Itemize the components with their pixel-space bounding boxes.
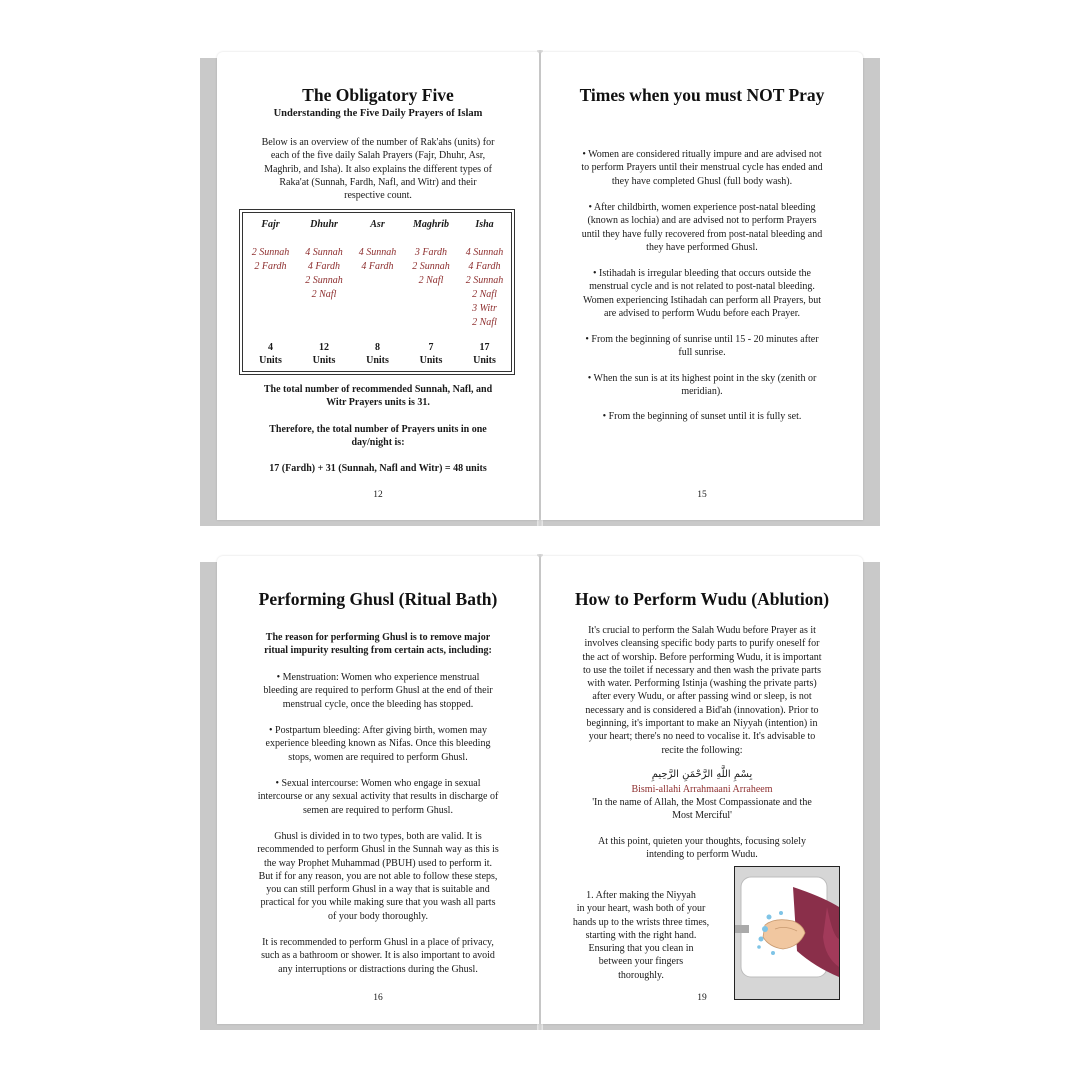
paragraph [541, 148, 863, 188]
rakah-item: 2 Sunnah [465, 275, 504, 286]
rakah-item: 2 Sunnah [305, 275, 343, 286]
unit-total [244, 341, 297, 367]
column-header: Dhuhr [310, 219, 338, 230]
page-title: How to Perform Wudu (Ablution) [574, 589, 830, 609]
rakah-item: 2 Nafl [311, 289, 337, 300]
text-line: beginning, it's important to make an Niyyah (intention) in [586, 718, 818, 730]
rakah-list [244, 246, 297, 274]
text-line: ritual impurity resulting from certain acts, including: [264, 645, 492, 657]
text-line: It is recommended to perform Ghusl in a place of privacy, [262, 937, 494, 948]
text-line: you can still perform Ghusl in a way that is suitable and [266, 884, 490, 896]
text-line: to use the toilet if necessary and then wash the private parts [583, 664, 821, 676]
page-15 [541, 52, 863, 520]
unit-count: 17 [479, 342, 490, 353]
paragraph [217, 671, 539, 711]
paragraph [541, 372, 863, 399]
text-line: • Menstruation: Women who experience menstrual [276, 672, 480, 683]
units-equation: 17 (Fardh) + 31 (Sunnah, Nafl and Witr) = 48 units [269, 463, 487, 474]
text-line: bleeding are required to perform Ghusl at the end of their [263, 685, 493, 697]
page-number: 16 [373, 993, 383, 1003]
text-line: The reason for performing Ghusl is to remove major [265, 632, 491, 643]
text-line: intercourse or any sexual activity that results in discharge of [257, 791, 499, 803]
text-line: after every Wudu, or after passing wind or sleep, is not [592, 691, 812, 703]
text-line: they have completed Ghusl (full body wash). [611, 175, 793, 187]
rakah-item: 4 Fardh [468, 261, 501, 272]
rakah-item: 2 Fardh [254, 261, 287, 272]
rakah-item: 4 Fardh [307, 261, 341, 272]
rakah-item: 4 Sunnah [358, 247, 397, 258]
paragraph [217, 724, 539, 764]
page-12 [217, 52, 539, 520]
therefore-text [217, 423, 539, 450]
unit-label: Units [259, 355, 282, 366]
text-line: • Postpartum bleeding: After giving birth, women may [269, 725, 487, 736]
page-title: Performing Ghusl (Ritual Bath) [258, 589, 498, 609]
unit-label: Units [366, 355, 389, 366]
column-header: Asr [370, 219, 385, 230]
text-line: full sunrise. [678, 347, 726, 359]
text-line: • Istihadah is irregular bleeding that occurs outside the [593, 268, 811, 279]
text-line: of your body thoroughly. [328, 910, 428, 922]
intro-text [541, 624, 863, 757]
transliteration: Bismi-allahi Arrahmaani Arraheem [631, 784, 773, 795]
text-line: • After childbirth, women experience post-natal bleeding [588, 202, 816, 213]
paragraph [217, 777, 539, 817]
text-line: Maghrib, and Isha). It also explains the different types of [264, 163, 492, 175]
page-title: Times when you must NOT Pray [579, 85, 825, 105]
text-line: each of the five daily Salah Prayers (Fajr, Dhuhr, Asr, [270, 150, 486, 162]
text-line: stops, women are required to perform Ghusl. [288, 751, 468, 763]
text-line: between your fingers [598, 956, 684, 968]
rakah-item: 4 Sunnah [305, 247, 343, 258]
text-line: thoroughly. [618, 969, 664, 981]
text-line: Therefore, the total number of Prayers units in one [269, 424, 487, 435]
unit-total [405, 341, 458, 367]
rakah-item: 4 Fardh [361, 261, 394, 272]
intro-text [217, 631, 539, 658]
step-1-text [547, 889, 735, 982]
hand-washing-icon [735, 867, 839, 999]
page-number: 12 [373, 490, 383, 500]
text-line: It's crucial to perform the Salah Wudu before Prayer as it [588, 625, 816, 636]
text-line: Ensuring that you clean in [588, 943, 694, 955]
text-line: • From the beginning of sunrise until 15 - 20 minutes after [585, 334, 819, 345]
rakah-item: 4 Sunnah [465, 247, 504, 258]
page-number: 19 [697, 993, 707, 1003]
paragraph [541, 410, 863, 423]
text-line: respective count. [344, 190, 412, 202]
text-line: such as a bathroom or shower. It is also important to avoid [261, 950, 495, 962]
text-line: they have performed Ghusl. [646, 241, 758, 253]
paragraph [217, 830, 539, 923]
paragraph [541, 333, 863, 360]
text-line: are advised to perform Wudu before each Prayer. [604, 307, 800, 319]
column-header: Isha [475, 219, 494, 230]
text-line: with water. Performing Istinja (washing the private parts) [587, 678, 817, 690]
text-line: 1. After making the Niyyah [586, 890, 696, 901]
text-line: Raka'at (Sunnah, Fardh, Nafl, and Witr) and their [279, 176, 477, 188]
rakah-item: 2 Nafl [472, 289, 497, 300]
translation [541, 796, 863, 823]
text-line: But if for any reason, you are not able to follow these steps, [258, 870, 498, 882]
page-number: 15 [697, 490, 707, 500]
arabic-basmala: بِسْمِ اللَّهِ الرَّحْمَنِ الرَّحِيمِ [651, 769, 753, 780]
text-line: involves cleansing specific body parts to purify oneself for [584, 638, 820, 650]
focus-text [541, 835, 863, 862]
text-line: meridian). [681, 386, 723, 398]
text-line: Women experiencing Istihadah can perform all Prayers, but [583, 294, 821, 306]
text-line: until they have fully recovered from post-natal bleeding and [581, 228, 823, 240]
page-subtitle: Understanding the Five Daily Prayers of Islam [273, 108, 483, 119]
text-line: in your heart, wash both of your [576, 903, 706, 915]
intro-text [217, 136, 539, 202]
text-line: • From the beginning of sunset until it is fully set. [602, 411, 802, 422]
rakah-item: 2 Sunnah [412, 261, 450, 272]
rakah-list [298, 246, 351, 302]
text-line: At this point, quieten your thoughts, focusing solely [597, 836, 807, 847]
unit-count: 4 [268, 342, 273, 353]
text-line: Most Merciful' [672, 810, 732, 822]
rakah-item: 3 Fardh [414, 247, 448, 258]
text-line: menstrual cycle, once the bleeding has stopped. [282, 698, 474, 710]
rakah-item: 2 Sunnah [251, 247, 290, 258]
page-title: The Obligatory Five [302, 85, 454, 105]
text-line: 'In the name of Allah, the Most Compassionate and the [592, 797, 812, 808]
page-16 [217, 556, 539, 1024]
rakah-item: 3 Witr [472, 303, 497, 314]
column-header: Maghrib [412, 219, 450, 230]
text-line: menstrual cycle and is not related to post-natal bleeding. [589, 281, 815, 293]
rakah-list [405, 246, 458, 288]
unit-count: 8 [375, 342, 380, 353]
unit-label: Units [419, 355, 443, 366]
text-line: necessary and is considered a Bid'ah (innovation). Prior to [585, 704, 819, 716]
unit-total [351, 341, 404, 367]
rakah-item: 2 Nafl [472, 317, 497, 328]
unit-label: Units [473, 355, 496, 366]
unit-count: 12 [319, 342, 329, 353]
text-line: Below is an overview of the number of Rak'ahs (units) for [261, 137, 495, 148]
text-line: intending to perform Wudu. [646, 849, 758, 861]
text-line: • Women are considered ritually impure and are advised not [582, 149, 822, 160]
text-line: recite the following: [661, 744, 743, 756]
rakah-list [351, 246, 404, 274]
unit-count: 7 [428, 342, 434, 353]
prayer-units-table [242, 212, 512, 372]
text-line: the way Prophet Muhammad (PBUH) used to perform it. [263, 857, 493, 869]
text-line: semen are required to perform Ghusl. [303, 804, 453, 816]
text-line: Witr Prayers units is 31. [326, 397, 430, 409]
book-spread-2 [200, 562, 880, 1030]
text-line: practical for you while making sure that you wash all parts [260, 897, 496, 909]
unit-label: Units [312, 355, 336, 366]
text-line: the act of worship. Before performing Wudu, it is important [582, 651, 822, 663]
text-line: starting with the right hand. [585, 929, 697, 941]
rakah-item: 2 Nafl [418, 275, 444, 286]
unit-total [298, 341, 351, 367]
rakah-list [458, 246, 511, 330]
hand-washing-illustration [734, 866, 840, 1000]
text-line: • Sexual intercourse: Women who engage in sexual [275, 778, 481, 789]
column-header: Fajr [261, 219, 280, 230]
text-line: any interruptions or distractions during the Ghusl. [278, 963, 478, 975]
text-line: The total number of recommended Sunnah, Nafl, and [263, 384, 493, 395]
text-line: to perform Prayers until their menstrual cycle has ended and [581, 162, 823, 174]
paragraph [541, 201, 863, 254]
text-line: day/night is: [351, 437, 405, 449]
text-line: recommended to perform Ghusl in the Sunnah way as this is [257, 844, 499, 856]
text-line: (known as lochia) and are advised not to perform Prayers [587, 215, 817, 227]
text-line: Ghusl is divided in to two types, both are valid. It is [274, 831, 482, 842]
text-line: • When the sun is at its highest point in the sky (zenith or [587, 373, 817, 384]
text-line: your heart; there's no need to vocalise it. It's advisable to [588, 731, 816, 743]
book-spread-1 [200, 58, 880, 526]
unit-total [458, 341, 511, 367]
paragraph [541, 267, 863, 320]
text-line: hands up to the wrists three times, [572, 916, 710, 928]
page-19 [541, 556, 863, 1024]
text-line: experience bleeding known as Nifas. Once this bleeding [265, 738, 491, 750]
paragraph [217, 936, 539, 976]
summary-text [217, 383, 539, 410]
